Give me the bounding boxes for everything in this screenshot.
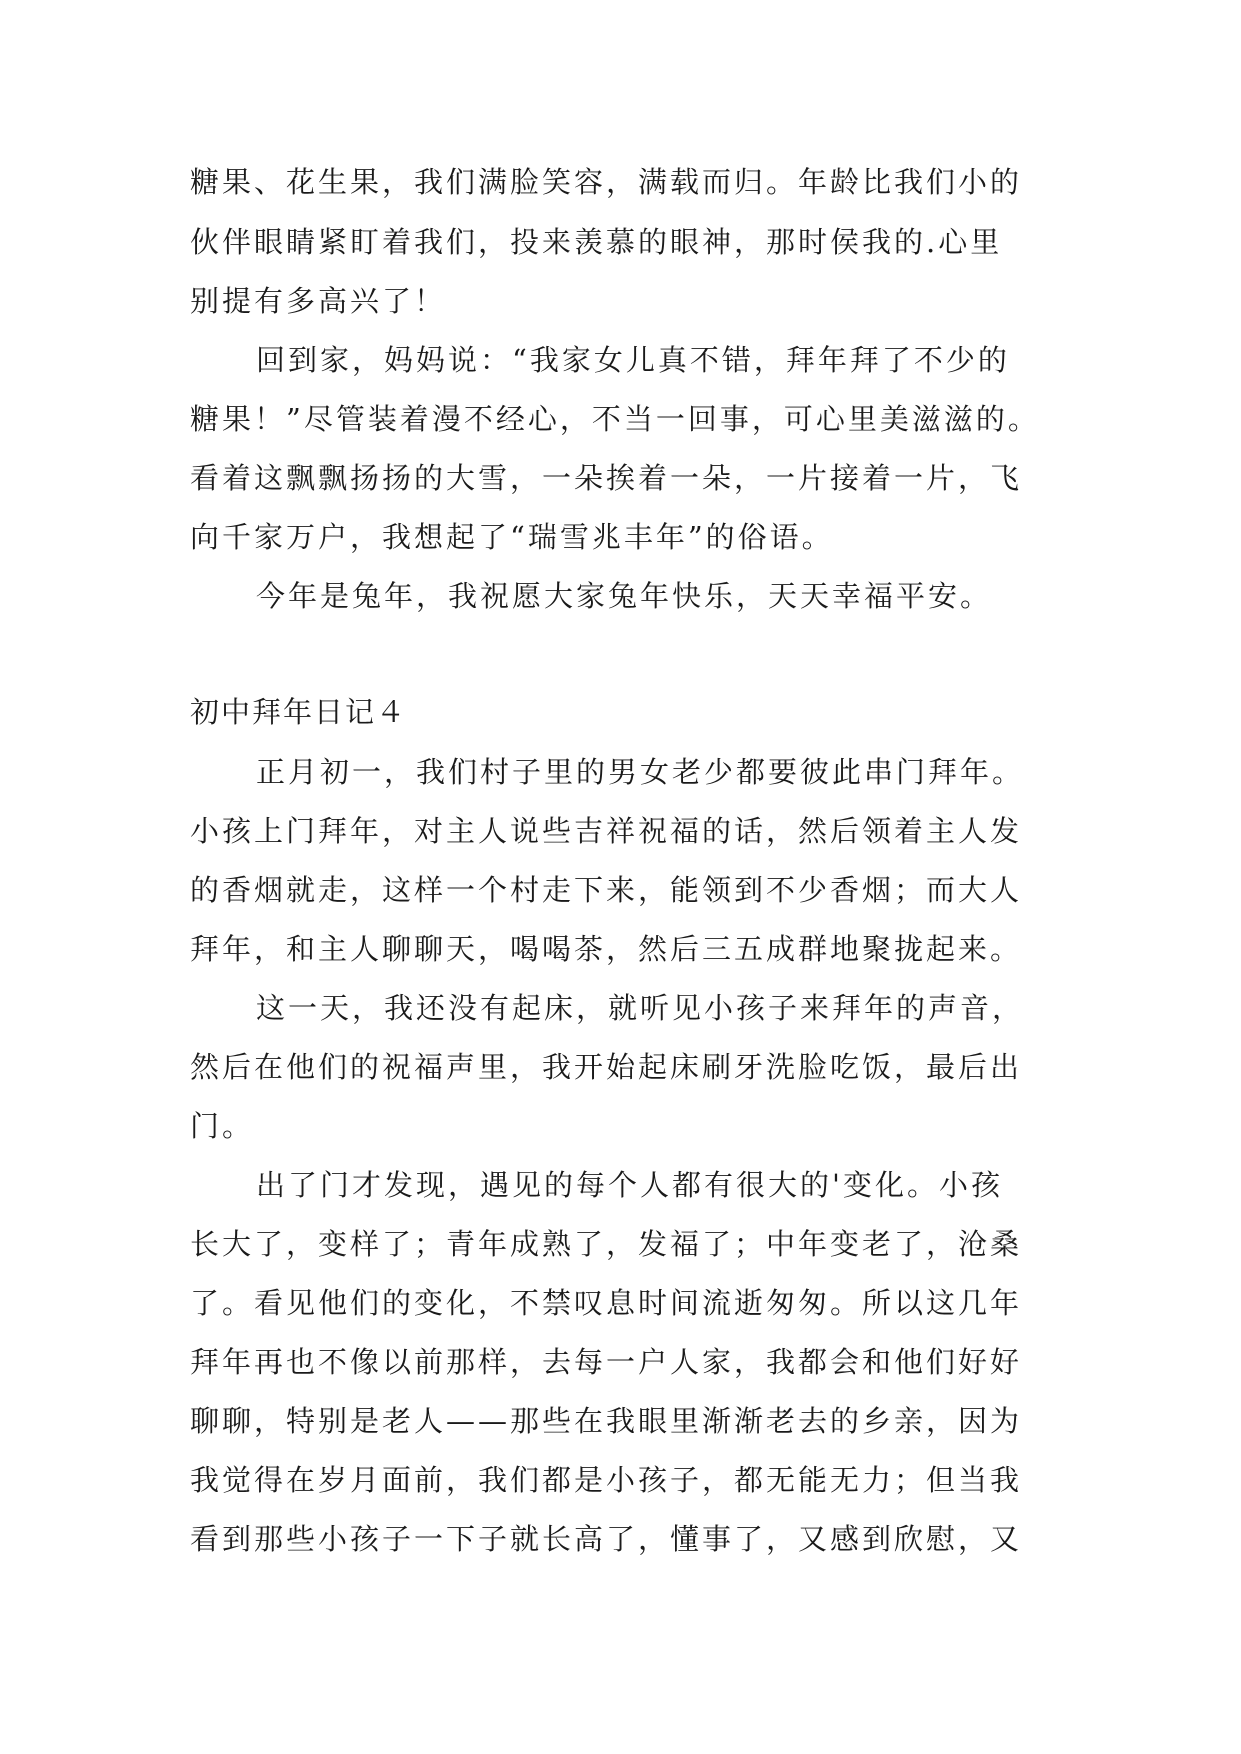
paragraph-line: 了。看见他们的变化，不禁叹息时间流逝匆匆。所以这几年 bbox=[190, 1286, 1023, 1320]
paragraph-line: 长大了，变样了；青年成熟了，发福了；中年变老了，沧桑 bbox=[190, 1227, 1023, 1261]
paragraph-line: 糖果！”尽管装着漫不经心，不当一回事，可心里美滋滋的。 bbox=[190, 402, 1040, 436]
paragraph-line: 我觉得在岁月面前，我们都是小孩子，都无能无力；但当我 bbox=[190, 1463, 1023, 1497]
paragraph-line: 聊聊，特别是老人——那些在我眼里渐渐老去的乡亲，因为 bbox=[190, 1404, 1023, 1438]
paragraph-line: 拜年再也不像以前那样，去每一户人家，我都会和他们好好 bbox=[190, 1345, 1023, 1379]
paragraph-line: 向千家万户，我想起了“瑞雪兆丰年”的俗语。 bbox=[190, 520, 834, 554]
paragraph-line: 然后在他们的祝福声里，我开始起床刷牙洗脸吃饭，最后出 bbox=[190, 1050, 1023, 1084]
section-heading: 初中拜年日记４ bbox=[190, 695, 408, 729]
paragraph-line: 糖果、花生果，我们满脸笑容，满载而归。年龄比我们小的 bbox=[190, 165, 1023, 199]
paragraph-line: 这一天，我还没有起床，就听见小孩子来拜年的声音， bbox=[256, 991, 1025, 1025]
paragraph-line: 伙伴眼睛紧盯着我们，投来羡慕的眼神，那时侯我的.心里 bbox=[190, 225, 1003, 259]
paragraph-line: 出了门才发现，遇见的每个人都有很大的'变化。小孩 bbox=[256, 1168, 1003, 1202]
paragraph-line: 看到那些小孩子一下子就长高了，懂事了，又感到欣慰，又 bbox=[190, 1522, 1023, 1556]
paragraph-line: 回到家，妈妈说：“我家女儿真不错，拜年拜了不少的 bbox=[256, 343, 1010, 377]
paragraph-line: 看着这飘飘扬扬的大雪，一朵挨着一朵，一片接着一片，飞 bbox=[190, 461, 1023, 495]
paragraph-line: 拜年，和主人聊聊天，喝喝茶，然后三五成群地聚拢起来。 bbox=[190, 932, 1023, 966]
paragraph-line: 小孩上门拜年，对主人说些吉祥祝福的话，然后领着主人发 bbox=[190, 814, 1023, 848]
paragraph-line: 别提有多高兴了！ bbox=[190, 284, 447, 318]
paragraph-line: 今年是兔年，我祝愿大家兔年快乐，天天幸福平安。 bbox=[256, 579, 993, 613]
paragraph-line: 正月初一，我们村子里的男女老少都要彼此串门拜年。 bbox=[256, 755, 1025, 789]
paragraph-line: 门。 bbox=[190, 1109, 255, 1143]
paragraph-line: 的香烟就走，这样一个村走下来，能领到不少香烟；而大人 bbox=[190, 873, 1023, 907]
